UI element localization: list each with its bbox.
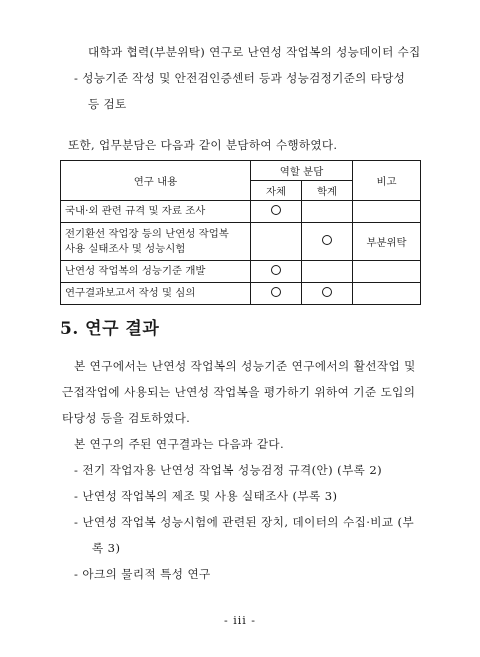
result-item-3: - 난연성 작업복 성능시험에 관련된 장치, 데이터의 수집·비교 (부: [74, 515, 415, 529]
circle-mark-icon: [271, 287, 281, 297]
task-cell: [61, 223, 251, 261]
note-cell: [353, 283, 421, 305]
page-number: - iii -: [224, 614, 256, 627]
table-row: [61, 283, 421, 305]
university-mark: [302, 223, 353, 261]
section-heading: 5. 연구 결과: [60, 319, 160, 339]
header-self: 자체: [251, 181, 302, 201]
intro-line-1: 대학과 협력(부분위탁) 연구로 난연성 작업복의 성능데이터 수집: [88, 45, 421, 59]
note-cell: [353, 261, 421, 283]
result-item-3-continued: 록 3): [92, 541, 121, 555]
intro-line-2: - 성능기준 작성 및 안전검인증센터 등과 성능검정기준의 타당성: [74, 71, 406, 85]
task-line: 사용 실태조사 및 성능시험: [65, 242, 186, 255]
work-division-table: [60, 160, 421, 305]
self-mark: [251, 223, 302, 261]
note-cell: 부분위탁: [353, 223, 421, 261]
circle-mark-icon: [271, 265, 281, 275]
header-role-group: 역할 분담: [251, 161, 353, 181]
table-row: [61, 223, 421, 261]
body-line-4: 본 연구의 주된 연구결과는 다음과 같다.: [74, 437, 285, 451]
table-intro: 또한, 업무분담은 다음과 같이 분담하여 수행하였다.: [68, 138, 338, 152]
header-university: 학계: [302, 181, 353, 201]
intro-line-3: 등 검토: [88, 97, 127, 111]
result-item-4: - 아크의 물리적 특성 연구: [74, 567, 211, 581]
header-content: 연구 내용: [61, 161, 251, 201]
circle-mark-icon: [322, 287, 332, 297]
self-mark: [251, 201, 302, 223]
body-line-1: 본 연구에서는 난연성 작업복의 성능기준 연구에서의 활선작업 및: [74, 359, 416, 373]
note-cell: [353, 201, 421, 223]
task-cell: 난연성 작업복의 성능기준 개발: [61, 261, 251, 283]
body-line-2: 근접작업에 사용되는 난연성 작업복을 평가하기 위하여 기준 도입의: [62, 385, 416, 399]
self-mark: [251, 261, 302, 283]
circle-mark-icon: [322, 235, 332, 245]
task-line: 전기환선 작업장 등의 난연성 작업복: [65, 227, 229, 240]
task-cell: 연구결과보고서 작성 및 심의: [61, 283, 251, 305]
circle-mark-icon: [271, 205, 281, 215]
self-mark: [251, 283, 302, 305]
university-mark: [302, 261, 353, 283]
header-note: 비고: [353, 161, 421, 201]
university-mark: [302, 201, 353, 223]
body-line-3: 타당성 등을 검토하였다.: [62, 411, 191, 425]
result-item-2: - 난연성 작업복의 제조 및 사용 실태조사 (부록 3): [74, 489, 338, 503]
university-mark: [302, 283, 353, 305]
table-row: [61, 261, 421, 283]
task-cell: 국내·외 관련 규격 및 자료 조사: [61, 201, 251, 223]
table-row: [61, 201, 421, 223]
result-item-1: - 전기 작업자용 난연성 작업복 성능검정 규격(안) (부록 2): [74, 463, 383, 477]
